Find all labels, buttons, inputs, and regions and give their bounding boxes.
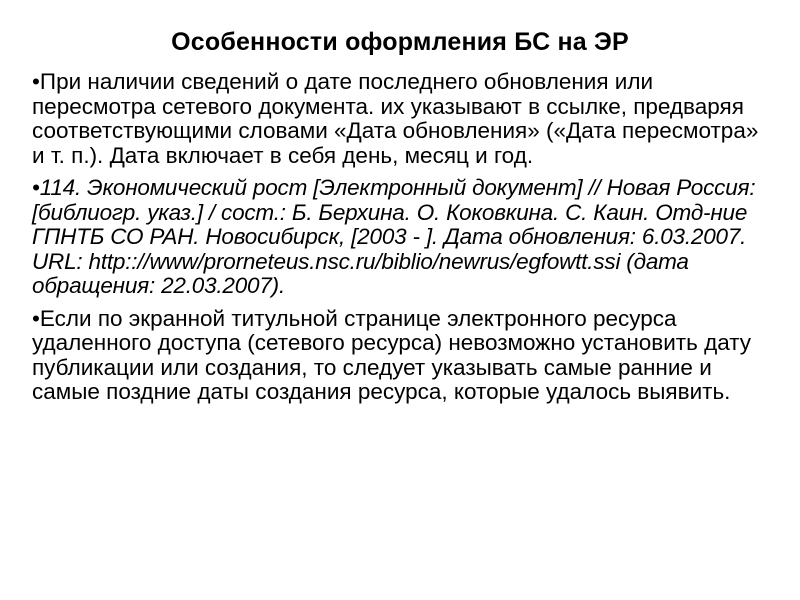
paragraph-date-update [32,70,772,168]
paragraph-example-citation [32,176,772,299]
paragraph-text: 114. Экономический рост [Электронный документ] // Новая Россия: [библиогр. указ.] / сост.: Б. Берхина. О. Коковкина. С. Каин. Отд-ние ГПНТБ СО РАН. Новосибирск, [2003 - ]. Дата обновления: 6.03.2007. URL: http:://www/prorneteus.nsc.ru/biblio/newrus/egfowtt.ssi (дата обращения: 22.03.2007). [32,175,756,298]
slide-content [32,70,772,413]
slide-title: Особенности оформления БС на ЭР [171,28,629,56]
bullet-marker: • [32,305,40,331]
paragraph-text: Если по экранной титульной странице электронного ресурса удаленного доступа (сетевого ресурса) невозможно установить дату публикации или создания, то следует указывать самые ранние и самые поздние даты создания ресурса, которые удалось выявить. [32,305,752,404]
paragraph-creation-dates [32,307,772,405]
bullet-marker: • [32,69,40,94]
bullet-marker: • [32,175,40,200]
paragraph-text: При наличии сведений о дате последнего обновления или пересмотра сетевого документа. их указывают в ссылке, предваряя соответствующими словами «Дата обновления» («Дата пересмотра» и т. п.). Дата включает в себя день, месяц и год. [32,69,759,168]
